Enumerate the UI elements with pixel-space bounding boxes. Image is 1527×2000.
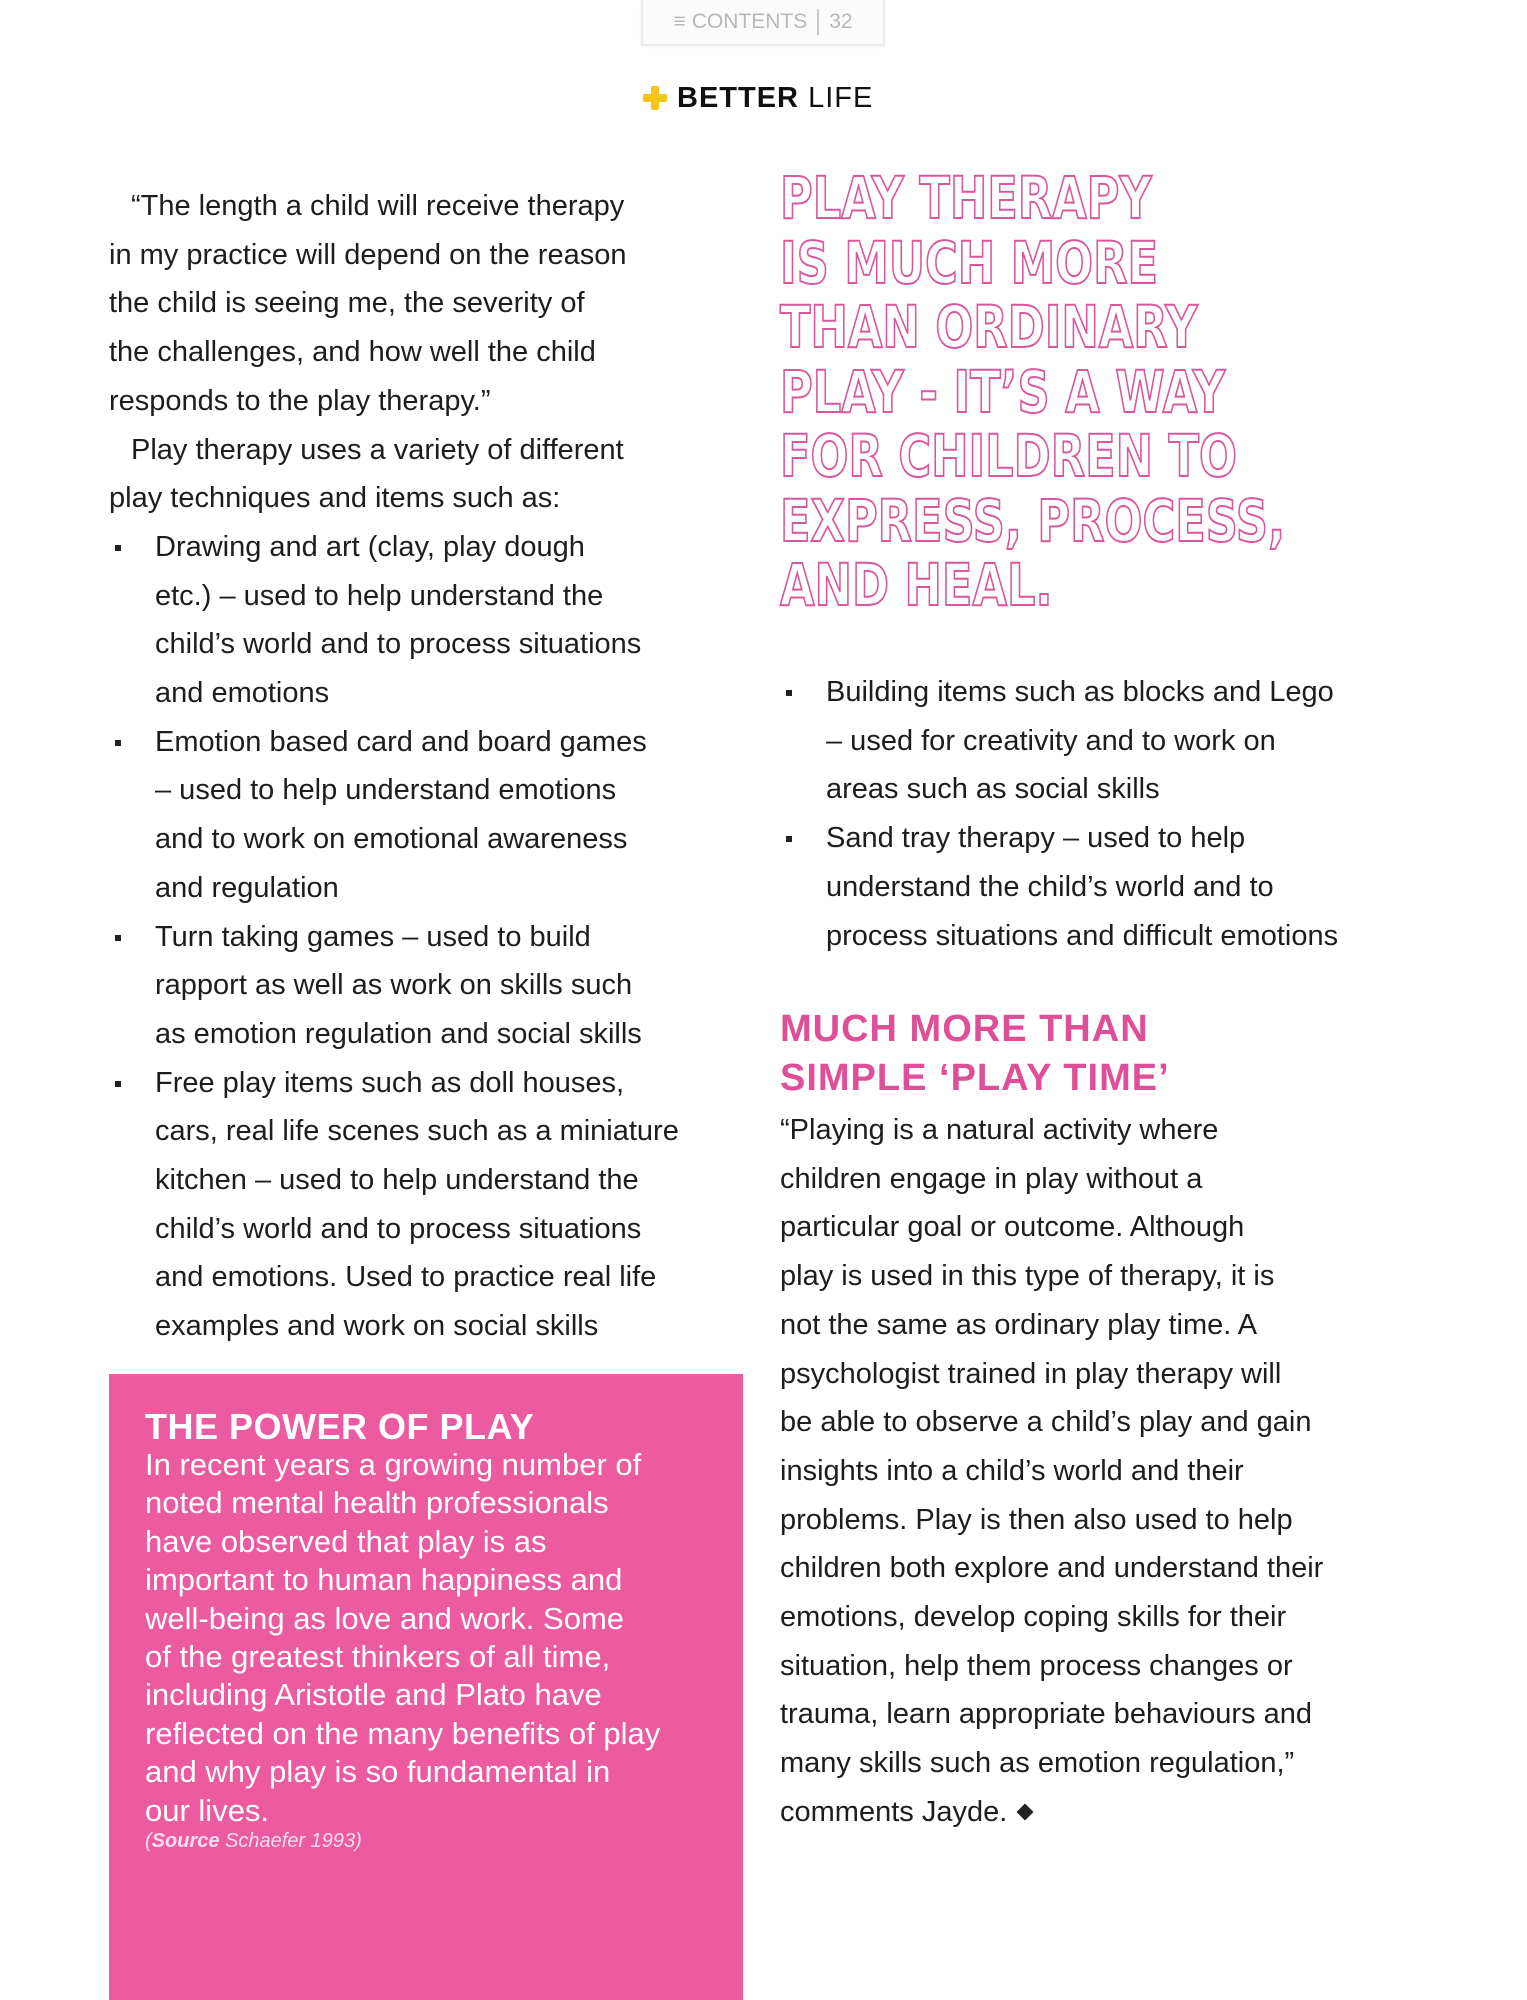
source-paren: (	[145, 1830, 152, 1852]
bullet-icon	[786, 836, 792, 842]
bullet-item	[115, 913, 679, 1059]
bullet-line: and regulation	[155, 871, 339, 904]
body-line: trauma, learn appropriate behaviours and	[780, 1698, 1312, 1731]
callout-line: our lives.	[145, 1792, 270, 1828]
body-line: comments Jayde.	[780, 1795, 1008, 1828]
bullet-line: Drawing and art (clay, play dough	[155, 530, 585, 563]
bullet-line: etc.) – used to help understand the	[155, 579, 604, 612]
bullet-line: rapport as well as work on skills such	[155, 969, 633, 1002]
bullet-line: examples and work on social skills	[155, 1310, 599, 1343]
callout-line: have observed that play is as	[145, 1523, 547, 1559]
text-line: Play therapy uses a variety of different	[131, 433, 624, 466]
bullet-line: Turn taking games – used to build	[155, 920, 591, 953]
body-line: situation, help them process changes or	[780, 1649, 1293, 1682]
text-line: play techniques and items such as:	[109, 482, 561, 515]
text-line: responds to the play therapy.”	[109, 384, 491, 417]
body-line: children both explore and understand their	[780, 1552, 1324, 1585]
bullet-line: – used for creativity and to work on	[826, 724, 1276, 757]
text-line: the challenges, and how well the child	[109, 336, 596, 369]
contents-button[interactable]	[641, 0, 885, 46]
bullet-item	[786, 668, 1338, 814]
pull-quote-line: EXPRESS, PROCESS,	[780, 486, 1286, 555]
subheading-line: SIMPLE ‘PLAY TIME’	[780, 1057, 1170, 1099]
callout-title: THE POWER OF PLAY	[145, 1406, 535, 1447]
bullet-line: Emotion based card and board games	[155, 725, 647, 758]
bullet-line: – used to help understand emotions	[155, 774, 617, 807]
bullet-line: child’s world and to process situations	[155, 628, 642, 661]
pull-quote-line: IS MUCH MORE	[780, 228, 1159, 297]
left-column	[109, 182, 679, 1351]
subheading	[780, 1005, 1170, 1103]
body-line: play is used in this type of therapy, it is	[780, 1260, 1275, 1293]
bullet-line: process situations and difficult emotions	[826, 919, 1339, 952]
body-line: children engage in play without a	[780, 1162, 1203, 1195]
bullet-line: Sand tray therapy – used to help	[826, 822, 1246, 855]
text-line: in my practice will depend on the reason	[109, 238, 627, 271]
text-line: “The length a child will receive therapy	[131, 190, 625, 222]
body-line: insights into a child’s world and their	[780, 1454, 1244, 1487]
right-body-text	[780, 1106, 1323, 1837]
bullet-icon	[115, 1081, 121, 1087]
pull-quote-line: PLAY - IT’S A WAY	[780, 357, 1226, 426]
bullet-icon	[115, 545, 121, 551]
bullet-line: child’s world and to process situations	[155, 1212, 642, 1245]
body-line: not the same as ordinary play time. A	[780, 1308, 1258, 1341]
pull-quote-line: PLAY THERAPY	[780, 164, 1152, 232]
section-title-light: LIFE	[808, 81, 874, 114]
bullet-item	[115, 718, 679, 913]
callout-line: In recent years a growing number of	[145, 1447, 642, 1482]
section-header	[643, 80, 873, 116]
menu-icon: ≡	[673, 10, 686, 33]
body-line: problems. Play is then also used to help	[780, 1503, 1293, 1536]
bullet-line: cars, real life scenes such as a miniature	[155, 1115, 679, 1148]
bullet-line: and to work on emotional awareness	[155, 823, 628, 856]
bullet-item	[786, 814, 1338, 960]
left-bullet-list	[115, 523, 679, 1351]
intro-paragraph	[109, 426, 679, 523]
text-line: the child is seeing me, the severity of	[109, 287, 585, 320]
bullet-line: kitchen – used to help understand the	[155, 1164, 639, 1197]
right-bullet-list	[786, 668, 1338, 960]
bullet-line: Free play items such as doll houses,	[155, 1066, 625, 1099]
callout-line: noted mental health professionals	[145, 1485, 609, 1521]
body-line: many skills such as emotion regulation,”	[780, 1747, 1295, 1780]
body-line: emotions, develop coping skills for their	[780, 1601, 1287, 1634]
callout-body	[145, 1446, 660, 1830]
source-label: Source	[151, 1830, 220, 1852]
power-of-play-callout	[109, 1374, 743, 2000]
body-line: psychologist trained in play therapy will	[780, 1357, 1282, 1390]
bullet-icon	[115, 935, 121, 941]
bullet-item	[115, 523, 679, 718]
body-line: be able to observe a child’s play and gain	[780, 1406, 1312, 1439]
bullet-line: areas such as social skills	[826, 773, 1160, 806]
callout-line: well-being as love and work. Some	[145, 1600, 625, 1636]
end-mark-icon	[1017, 1803, 1034, 1820]
plus-icon	[643, 86, 667, 110]
section-title-bold: BETTER	[677, 81, 799, 114]
callout-line: including Aristotle and Plato have	[145, 1677, 602, 1713]
bullet-line: understand the child’s world and to	[826, 870, 1274, 903]
bullet-icon	[786, 690, 792, 696]
callout-line: of the greatest thinkers of all time,	[145, 1639, 611, 1675]
subheading-line: MUCH MORE THAN	[780, 1008, 1149, 1050]
callout-line: important to human happiness and	[145, 1562, 623, 1598]
bullet-line: Building items such as blocks and Lego	[826, 676, 1334, 708]
pull-quote	[780, 166, 1436, 618]
body-line: “Playing is a natural activity where	[780, 1114, 1219, 1146]
pull-quote-line: AND HEAL.	[780, 551, 1053, 619]
body-line: particular goal or outcome. Although	[780, 1211, 1245, 1244]
bullet-line: and emotions. Used to practice real life	[155, 1261, 657, 1294]
page-number: 32	[829, 10, 853, 33]
bullet-item	[115, 1059, 679, 1351]
callout-line: reflected on the many benefits of play	[145, 1715, 661, 1751]
callout-source	[145, 1830, 362, 1853]
contents-label: CONTENTS	[691, 10, 808, 33]
bullet-line: and emotions	[155, 677, 330, 710]
pull-quote-line: FOR CHILDREN TO	[780, 422, 1237, 490]
divider	[817, 9, 819, 35]
bullet-line: as emotion regulation and social skills	[155, 1017, 642, 1050]
source-text: Schaefer 1993)	[225, 1830, 362, 1852]
pull-quote-line: THAN ORDINARY	[780, 293, 1198, 361]
bullet-icon	[115, 740, 121, 746]
quote-paragraph	[109, 182, 679, 426]
callout-line: and why play is so fundamental in	[145, 1754, 611, 1790]
